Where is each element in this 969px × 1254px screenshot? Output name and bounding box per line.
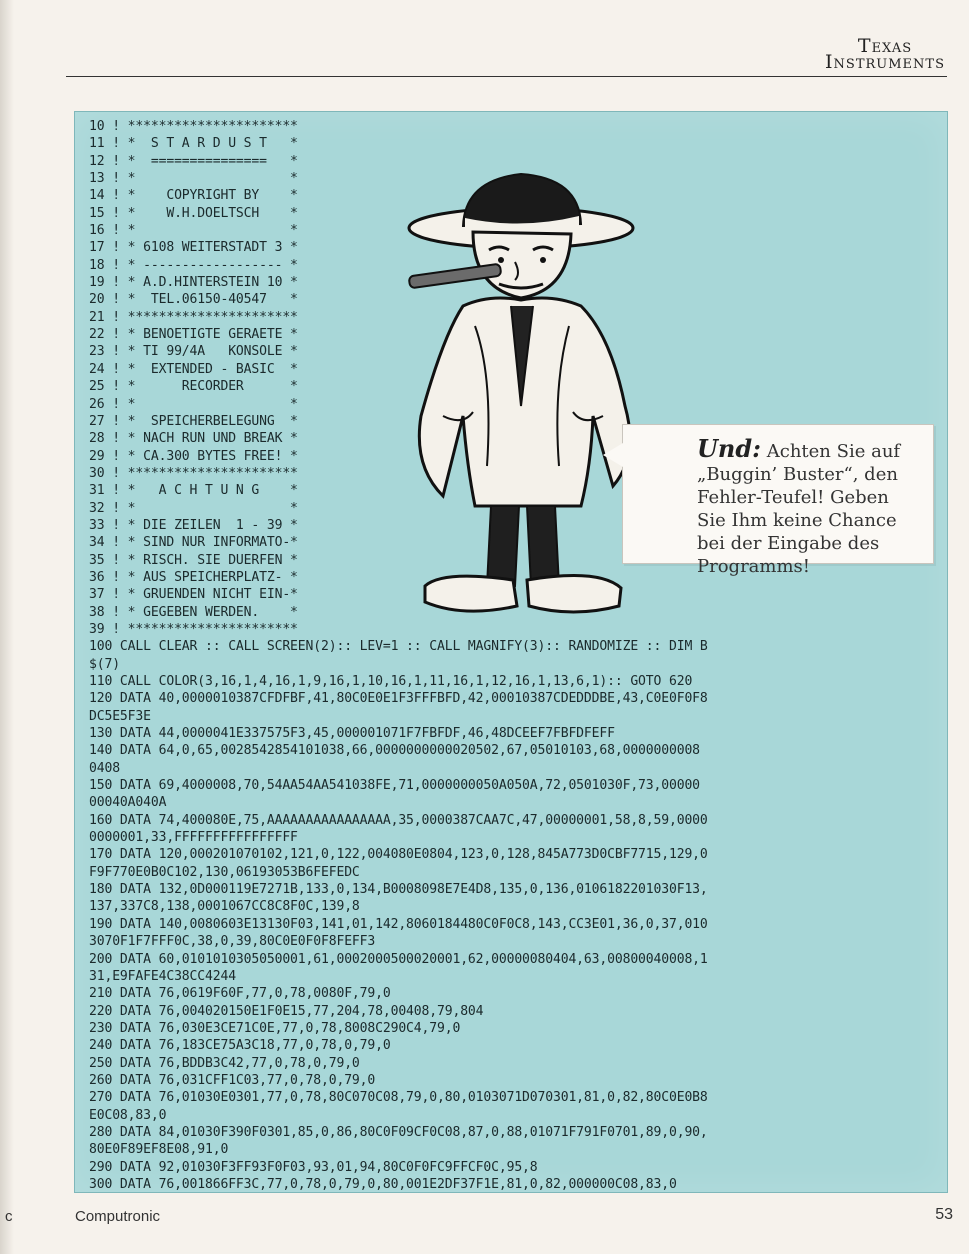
code-line: 16 ! * * — [89, 223, 298, 239]
code-line: 34 ! * SIND NUR INFORMATO-* — [89, 535, 298, 551]
callout-text: Achten Sie auf „Buggin’ Buster“, den Fehler-Teufel! Geben Sie Ihm keine Chance bei der Eingabe des Programms! — [697, 441, 901, 577]
code-line: 28 ! * NACH RUN UND BREAK * — [89, 431, 298, 447]
code-line: 33 ! * DIE ZEILEN 1 - 39 * — [89, 517, 298, 533]
magazine-name: Computronic — [75, 1208, 161, 1225]
code-line: 190 DATA 140,0080603E13130F03,141,01,142,8060184480C0F0C8,143,CC3E01,36,0,37,010 — [89, 916, 708, 932]
header-rule — [66, 76, 947, 77]
code-line: 00040A040A — [89, 795, 167, 811]
page-number: 53 — [935, 1206, 953, 1223]
code-line: 27 ! * SPEICHERBELEGUNG * — [89, 413, 298, 429]
code-line: 12 ! * =============== * — [89, 153, 298, 169]
code-line: 260 DATA 76,031CFF1C03,77,0,78,0,79,0 — [89, 1072, 376, 1088]
code-line: 150 DATA 69,4000008,70,54AA54AA541038FE,71,0000000050A050A,72,0501030F,73,00000 — [89, 778, 700, 794]
code-line: 21 ! ********************** — [89, 309, 298, 325]
code-line: 137,337C8,138,0001067CC8C8F0C,139,8 — [89, 899, 360, 915]
code-line: F9F770E0B0C102,130,06193053B6FEFEDC — [89, 864, 360, 880]
code-line: 160 DATA 74,400080E,75,AAAAAAAAAAAAAAAA,35,0000387CAA7C,47,00000001,58,8,59,0000 — [89, 812, 708, 828]
code-line: 220 DATA 76,004020150E1F0E15,77,204,78,00408,79,804 — [89, 1003, 484, 1019]
code-line: 22 ! * BENOETIGTE GERAETE * — [89, 327, 298, 343]
brand-line1: Texas — [857, 35, 913, 57]
code-line: $(7) — [89, 656, 120, 672]
code-line: 23 ! * TI 99/4A KONSOLE * — [89, 344, 298, 360]
callout-pointer — [603, 443, 623, 467]
code-line: 11 ! * S T A R D U S T * — [89, 136, 298, 152]
code-line: 290 DATA 92,01030F3FF93F0F03,93,01,94,80C0F0FC9FFCF0C,95,8 — [89, 1159, 538, 1175]
code-line: 36 ! * AUS SPEICHERPLATZ- * — [89, 569, 298, 585]
code-line: 19 ! * A.D.HINTERSTEIN 10 * — [89, 275, 298, 291]
code-line: 24 ! * EXTENDED - BASIC * — [89, 361, 298, 377]
hint-callout — [622, 424, 934, 577]
code-line: 26 ! * * — [89, 396, 298, 412]
code-line: 17 ! * 6108 WEITERSTADT 3 * — [89, 240, 298, 256]
page-edge — [0, 0, 14, 1254]
code-line: 30 ! ********************** — [89, 465, 298, 481]
code-line: 13 ! * * — [89, 171, 298, 187]
code-line: 130 DATA 44,0000041E337575F3,45,000001071F7FBFDF,46,48DCEEF7FBFDFEFF — [89, 726, 615, 742]
program-listing — [74, 111, 948, 1193]
code-line: 250 DATA 76,BDDB3C42,77,0,78,0,79,0 — [89, 1055, 360, 1071]
brand-line2: Instruments — [825, 51, 945, 73]
code-line: 25 ! * RECORDER * — [89, 379, 298, 395]
gangster-cartoon-icon — [403, 166, 648, 626]
code-line: 270 DATA 76,01030E0301,77,0,78,80C070C08,79,0,80,0103071D070301,81,0,82,80C0E0B8 — [89, 1090, 708, 1106]
brand-logo — [825, 35, 945, 73]
code-line: 32 ! * * — [89, 500, 298, 516]
code-line: 31,E9FAFE4C38CC4244 — [89, 968, 236, 984]
code-line: 37 ! * GRUENDEN NICHT EIN-* — [89, 587, 298, 603]
callout-lead: Und: — [697, 434, 762, 463]
code-line: 300 DATA 76,001866FF3C,77,0,78,0,79,0,80,001E2DF37F1E,81,0,82,000000C08,83,0 — [89, 1176, 677, 1192]
code-line: 120 DATA 40,0000010387CFDFBF,41,80C0E0E1F3FFFBFD,42,00010387CDEDDDBE,43,C0E0F0F8 — [89, 691, 708, 707]
code-line: 29 ! * CA.300 BYTES FREE! * — [89, 448, 298, 464]
code-line: 35 ! * RISCH. SIE DUERFEN * — [89, 552, 298, 568]
code-line: 20 ! * TEL.06150-40547 * — [89, 292, 298, 308]
code-line: 180 DATA 132,0D000119E7271B,133,0,134,B0008098E7E4D8,135,0,136,0106182201030F13, — [89, 882, 708, 898]
code-line: 280 DATA 84,01030F390F0301,85,0,86,80C0F09CF0C08,87,0,88,01071F791F0701,89,0,90, — [89, 1124, 708, 1140]
code-line: 18 ! * ------------------ * — [89, 257, 298, 273]
code-line: E0C08,83,0 — [89, 1107, 167, 1123]
code-line: 170 DATA 120,000201070102,121,0,122,004080E0804,123,0,128,845A773D0CBF7715,129,0 — [89, 847, 708, 863]
code-line: 10 ! ********************** — [89, 119, 298, 134]
code-line: 38 ! * GEGEBEN WERDEN. * — [89, 604, 298, 620]
code-line: 15 ! * W.H.DOELTSCH * — [89, 205, 298, 221]
code-line: 210 DATA 76,0619F60F,77,0,78,0080F,79,0 — [89, 986, 391, 1002]
code-line: 100 CALL CLEAR :: CALL SCREEN(2):: LEV=1 :: CALL MAGNIFY(3):: RANDOMIZE :: DIM B — [89, 639, 708, 655]
code-line: 0408 — [89, 760, 120, 776]
code-line: 31 ! * A C H T U N G * — [89, 483, 298, 499]
code-line: 3070F1F7FFF0C,38,0,39,80C0E0F0F8FEFF3 — [89, 934, 376, 950]
code-line: 39 ! ********************** — [89, 621, 298, 637]
code-line: 240 DATA 76,183CE75A3C18,77,0,78,0,79,0 — [89, 1038, 391, 1054]
code-line: 230 DATA 76,030E3CE71C0E,77,0,78,8008C290C4,79,0 — [89, 1020, 461, 1036]
code-line: 14 ! * COPYRIGHT BY * — [89, 188, 298, 204]
code-line: 80E0F89EF8E08,91,0 — [89, 1142, 229, 1158]
code-line: 200 DATA 60,0101010305050001,61,0002000500020001,62,00000080404,63,00800040008,1 — [89, 951, 708, 967]
margin-letter: c — [5, 1208, 13, 1225]
code-line: 140 DATA 64,0,65,0028542854101038,66,0000000000020502,67,05010103,68,0000000008 — [89, 743, 700, 759]
code-line: DC5E5F3E — [89, 708, 151, 724]
code-line: 0000001,33,FFFFFFFFFFFFFFFF — [89, 830, 298, 846]
code-line: 110 CALL COLOR(3,16,1,4,16,1,9,16,1,10,16,1,11,16,1,12,16,1,13,6,1):: GOTO 620 — [89, 674, 693, 689]
